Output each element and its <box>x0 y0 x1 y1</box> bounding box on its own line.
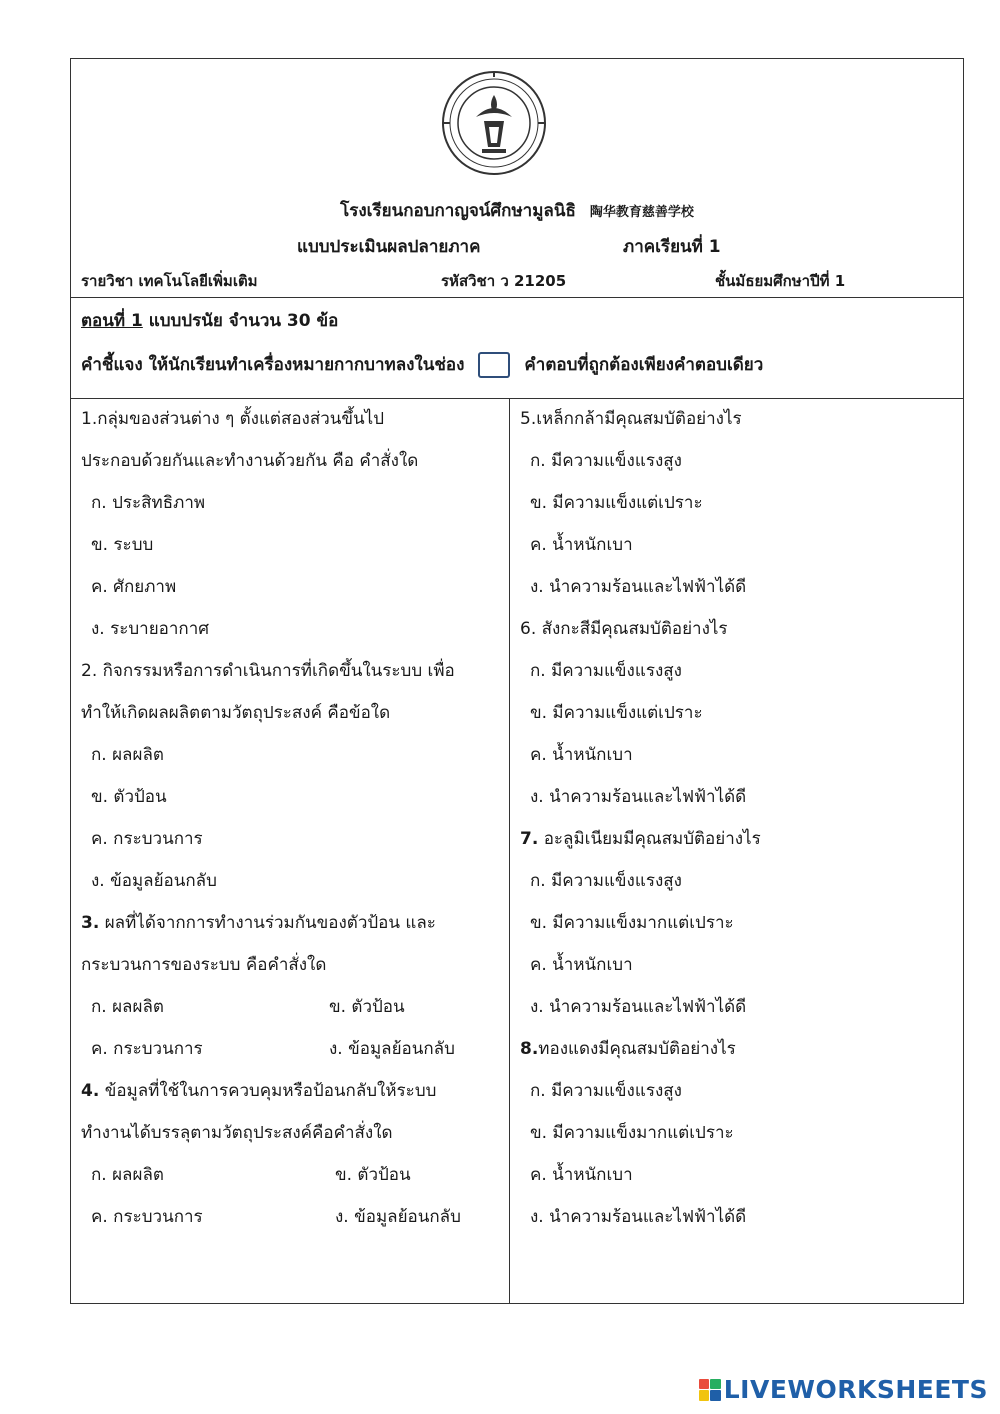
question-1-option[interactable]: ค. ศักยภาพ <box>91 577 177 597</box>
question-4-text: ข้อมูลที่ใช้ในการควบคุมหรือป้อนกลับให้ระบบ <box>99 1081 437 1101</box>
question-1-option[interactable]: ง. ระบายอากาศ <box>91 619 210 639</box>
question-1-option[interactable]: ก. ประสิทธิภาพ <box>91 493 206 513</box>
question-7-text: อะลูมิเนียมมีคุณสมบัติอย่างไร <box>538 829 761 849</box>
question-1-line-1: 1.กลุ่มของส่วนต่าง ๆ ตั้งแต่สองส่วนขึ้นไป <box>81 409 384 429</box>
question-6-option[interactable]: ข. มีความแข็งแต่เปราะ <box>530 703 703 723</box>
question-8-number: 8. <box>520 1039 539 1059</box>
question-3-number: 3. <box>81 913 100 933</box>
question-5-option[interactable]: ข. มีความแข็งแต่เปราะ <box>530 493 703 513</box>
question-4-line-2: ทำงานได้บรรลุตามวัตถุประสงค์คือคำสั่งใด <box>81 1123 393 1143</box>
part-label: ตอนที่ 1 <box>81 311 143 331</box>
question-8-line <box>520 1028 736 1070</box>
liveworksheets-logo-icon <box>699 1379 721 1401</box>
question-5-option[interactable]: ค. น้ำหนักเบา <box>530 535 633 555</box>
subject-label: รายวิชา เทคโนโลยีเพิ่มเติม <box>81 272 258 290</box>
question-8-text: ทองแดงมีคุณสมบัติอย่างไร <box>538 1039 736 1059</box>
evaluation-title: แบบประเมินผลปลายภาค <box>297 237 481 257</box>
question-5-option[interactable]: ง. นำความร้อนและไฟฟ้าได้ดี <box>530 577 747 597</box>
part-description: แบบปรนัย จำนวน 30 ข้อ <box>142 311 339 331</box>
exam-header <box>71 59 963 298</box>
question-3-option[interactable]: ข. ตัวป้อน <box>329 997 405 1017</box>
question-2-option[interactable]: ข. ตัวป้อน <box>91 787 167 807</box>
subject-code: รหัสวิชา ว 21205 <box>441 272 567 290</box>
question-3-option[interactable]: ง. ข้อมูลย้อนกลับ <box>329 1039 455 1059</box>
question-6-text: 6. สังกะสีมีคุณสมบัติอย่างไร <box>520 619 728 639</box>
question-2-option[interactable]: ค. กระบวนการ <box>91 829 203 849</box>
school-name-cn: 陶华教育慈善学校 <box>589 205 694 220</box>
instruction-text <box>81 351 763 378</box>
question-5-text: 5.เหล็กกล้ามีคุณสมบัติอย่างไร <box>520 409 742 429</box>
question-2-line-1: 2. กิจกรรมหรือการดำเนินการที่เกิดขึ้นในระบบ เพื่อ <box>81 661 455 681</box>
school-emblem-icon <box>440 69 548 177</box>
question-3-option[interactable]: ก. ผลผลิต <box>91 997 164 1017</box>
question-7-option[interactable]: ง. นำความร้อนและไฟฟ้าได้ดี <box>530 997 747 1017</box>
question-5-option[interactable]: ก. มีความแข็งแรงสูง <box>530 451 682 471</box>
instructions <box>71 297 963 399</box>
question-2-option[interactable]: ก. ผลผลิต <box>91 745 164 765</box>
questions-right-column <box>510 398 963 1303</box>
question-8-option[interactable]: ง. นำความร้อนและไฟฟ้าได้ดี <box>530 1207 747 1227</box>
exam-sheet <box>70 58 964 1304</box>
question-3-line-2: กระบวนการของระบบ คือคำสั่งใด <box>81 955 327 975</box>
question-8-option[interactable]: ข. มีความแข็งมากแต่เปราะ <box>530 1123 734 1143</box>
term-label: ภาคเรียนที่ 1 <box>623 237 721 257</box>
liveworksheets-brand[interactable] <box>699 1375 988 1404</box>
grade-label: ชั้นมัธยมศึกษาปีที่ 1 <box>715 272 846 290</box>
school-name-th: โรงเรียนกอบกาญจน์ศึกษามูลนิธิ <box>340 201 576 221</box>
question-4-number: 4. <box>81 1081 100 1101</box>
question-4-option[interactable]: ค. กระบวนการ <box>91 1207 203 1227</box>
school-name <box>71 197 963 224</box>
question-4-option[interactable]: ง. ข้อมูลย้อนกลับ <box>335 1207 461 1227</box>
question-3-option[interactable]: ค. กระบวนการ <box>91 1039 203 1059</box>
question-2-option[interactable]: ง. ข้อมูลย้อนกลับ <box>91 871 217 891</box>
question-3-text: ผลที่ได้จากการทำงานร่วมกันของตัวป้อน และ <box>99 913 436 933</box>
question-6-option[interactable]: ค. น้ำหนักเบา <box>530 745 633 765</box>
instruction-before: คำชี้แจง ให้นักเรียนทำเครื่องหมายกากบาทลงในช่อง <box>81 355 465 375</box>
question-6-option[interactable]: ก. มีความแข็งแรงสูง <box>530 661 682 681</box>
question-7-option[interactable]: ค. น้ำหนักเบา <box>530 955 633 975</box>
brand-text: LIVEWORKSHEETS <box>723 1375 988 1404</box>
question-1-line-2: ประกอบด้วยกันและทำงานด้วยกัน คือ คำสั่งใด <box>81 451 419 471</box>
question-2-line-2: ทำให้เกิดผลผลิตตามวัตถุประสงค์ คือข้อใด <box>81 703 391 723</box>
question-7-line <box>520 818 761 860</box>
question-7-number: 7. <box>520 829 539 849</box>
question-1-option[interactable]: ข. ระบบ <box>91 535 154 555</box>
question-7-option[interactable]: ข. มีความแข็งมากแต่เปราะ <box>530 913 734 933</box>
question-6-option[interactable]: ง. นำความร้อนและไฟฟ้าได้ดี <box>530 787 747 807</box>
part-title <box>81 307 338 334</box>
question-4-line-1 <box>81 1070 436 1112</box>
question-3-line-1 <box>81 902 436 944</box>
questions-left-column <box>71 398 510 1303</box>
question-8-option[interactable]: ก. มีความแข็งแรงสูง <box>530 1081 682 1101</box>
answer-box-sample <box>478 352 510 378</box>
question-4-option[interactable]: ข. ตัวป้อน <box>335 1165 411 1185</box>
question-4-option[interactable]: ก. ผลผลิต <box>91 1165 164 1185</box>
question-8-option[interactable]: ค. น้ำหนักเบา <box>530 1165 633 1185</box>
instruction-after: คำตอบที่ถูกต้องเพียงคำตอบเดียว <box>524 355 764 375</box>
question-7-option[interactable]: ก. มีความแข็งแรงสูง <box>530 871 682 891</box>
